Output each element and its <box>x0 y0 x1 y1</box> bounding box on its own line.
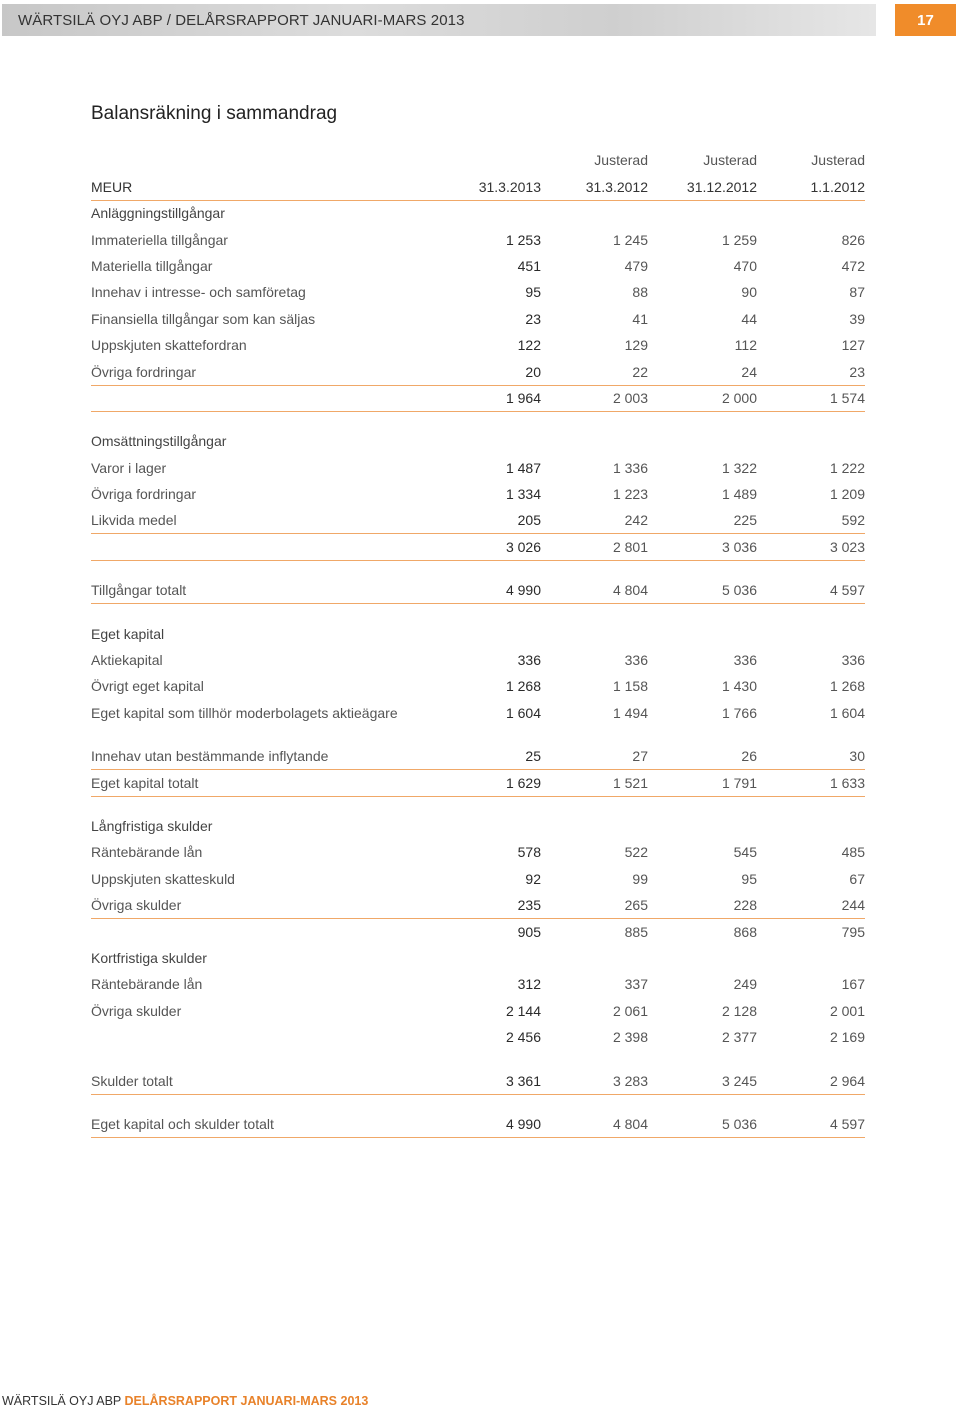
table-row <box>91 508 865 534</box>
row-value: 4 990 <box>505 582 541 599</box>
table-row <box>91 840 865 866</box>
page-footer <box>2 1394 368 1408</box>
row-value: 1 222 <box>829 459 865 476</box>
column-header-row <box>91 174 865 200</box>
row-value: 5 036 <box>721 1115 757 1132</box>
table-row <box>91 770 865 796</box>
table-row <box>91 674 865 700</box>
row-value: 592 <box>841 512 865 529</box>
row-value: 336 <box>841 652 865 669</box>
row-value: 795 <box>841 923 865 940</box>
row-spacer <box>91 412 865 429</box>
header-bar <box>2 4 876 36</box>
row-label: Övriga skulder <box>91 897 182 914</box>
row-label: Tillgångar totalt <box>91 582 187 599</box>
row-value: 1 334 <box>505 486 541 503</box>
row-value: 4 990 <box>505 1115 541 1132</box>
row-label: Skulder totalt <box>91 1072 173 1089</box>
row-value: 88 <box>632 284 648 301</box>
row-value: 41 <box>632 310 648 327</box>
row-value: 1 259 <box>721 231 757 248</box>
row-spacer <box>91 727 865 744</box>
row-value: 2 169 <box>829 1029 865 1046</box>
row-value: 242 <box>624 512 648 529</box>
row-value: 1 489 <box>721 486 757 503</box>
row-value: 312 <box>517 976 541 993</box>
row-value: 1 209 <box>829 486 865 503</box>
row-value: 1 245 <box>612 231 648 248</box>
row-label: Innehav i intresse- och samföretag <box>91 284 306 301</box>
table-row <box>91 972 865 998</box>
row-value: 1 322 <box>721 459 757 476</box>
footer-company: WÄRTSILÄ OYJ ABP <box>2 1394 122 1408</box>
row-label: Materiella tillgångar <box>91 257 213 274</box>
table-row <box>91 866 865 892</box>
row-value: 265 <box>624 897 648 914</box>
pre-header-cell: Justerad <box>594 152 648 169</box>
row-label: Räntebärande lån <box>91 844 203 861</box>
table-row <box>91 333 865 359</box>
row-value: 1 766 <box>721 704 757 721</box>
row-label: Likvida medel <box>91 512 177 529</box>
column-pre-header-row <box>91 148 865 174</box>
row-label: Innehav utan bestämmande inflytande <box>91 748 329 765</box>
row-value: 2 000 <box>721 389 757 406</box>
row-value: 1 223 <box>612 486 648 503</box>
table-row <box>91 700 865 726</box>
column-header-date: 31.3.2012 <box>585 178 648 195</box>
row-value: 1 268 <box>505 678 541 695</box>
row-value: 472 <box>841 257 865 274</box>
row-label: Övriga skulder <box>91 1002 182 1019</box>
row-value: 2 003 <box>612 389 648 406</box>
subtotal-row <box>91 386 865 412</box>
row-value: 2 398 <box>612 1029 648 1046</box>
row-value: 2 377 <box>721 1029 757 1046</box>
subtotal-row <box>91 1025 865 1051</box>
row-value: 826 <box>841 231 865 248</box>
row-value: 3 036 <box>721 538 757 555</box>
row-label: Eget kapital totalt <box>91 774 199 791</box>
row-label: Omsättningstillgångar <box>91 433 227 450</box>
table-row <box>91 946 865 972</box>
row-value: 3 283 <box>612 1072 648 1089</box>
row-value: 44 <box>741 310 757 327</box>
row-label: Immateriella tillgångar <box>91 231 228 248</box>
table-row <box>91 998 865 1024</box>
row-value: 1 633 <box>829 774 865 791</box>
column-header-date: 1.1.2012 <box>810 178 865 195</box>
row-value: 5 036 <box>721 582 757 599</box>
row-spacer <box>91 604 865 621</box>
row-label: Uppskjuten skattefordran <box>91 337 247 354</box>
table-row <box>91 893 865 919</box>
row-label: Övriga fordringar <box>91 363 197 380</box>
row-label: Övrigt eget kapital <box>91 678 204 695</box>
row-value: 2 456 <box>505 1029 541 1046</box>
row-value: 2 801 <box>612 538 648 555</box>
table-row <box>91 1112 865 1138</box>
row-value: 1 791 <box>721 774 757 791</box>
row-label: Eget kapital och skulder totalt <box>91 1115 274 1132</box>
table-row <box>91 814 865 840</box>
table-row <box>91 621 865 647</box>
row-value: 3 245 <box>721 1072 757 1089</box>
table-row <box>91 306 865 332</box>
row-value: 87 <box>849 284 865 301</box>
row-value: 1 574 <box>829 389 865 406</box>
row-value: 470 <box>733 257 757 274</box>
pre-header-cell: Justerad <box>811 152 865 169</box>
row-value: 868 <box>733 923 757 940</box>
row-value: 95 <box>741 870 757 887</box>
row-value: 235 <box>517 897 541 914</box>
row-value: 67 <box>849 870 865 887</box>
row-value: 4 804 <box>612 582 648 599</box>
row-spacer <box>91 797 865 814</box>
row-value: 22 <box>632 363 648 380</box>
row-value: 3 026 <box>505 538 541 555</box>
header-title: WÄRTSILÄ OYJ ABP / DELÅRSRAPPORT JANUARI-MARS 2013 <box>18 11 465 29</box>
row-value: 27 <box>632 748 648 765</box>
row-label: Varor i lager <box>91 459 167 476</box>
row-value: 25 <box>525 748 541 765</box>
row-value: 4 597 <box>829 1115 865 1132</box>
table-row <box>91 744 865 770</box>
row-value: 39 <box>849 310 865 327</box>
row-value: 2 001 <box>829 1002 865 1019</box>
row-value: 485 <box>841 844 865 861</box>
table-row <box>91 201 865 227</box>
row-value: 99 <box>632 870 648 887</box>
row-value: 95 <box>525 284 541 301</box>
row-value: 127 <box>841 337 865 354</box>
row-value: 1 430 <box>721 678 757 695</box>
row-value: 905 <box>517 923 541 940</box>
row-value: 1 268 <box>829 678 865 695</box>
row-value: 337 <box>624 976 648 993</box>
row-value: 451 <box>517 257 541 274</box>
row-value: 3 023 <box>829 538 865 555</box>
table-row <box>91 1068 865 1094</box>
row-value: 1 494 <box>612 704 648 721</box>
row-value: 1 604 <box>505 704 541 721</box>
row-value: 336 <box>517 652 541 669</box>
row-value: 336 <box>624 652 648 669</box>
footer-report-title: DELÅRSRAPPORT JANUARI-MARS 2013 <box>124 1394 369 1408</box>
table-row <box>91 280 865 306</box>
row-value: 2 144 <box>505 1002 541 1019</box>
balance-sheet-table <box>91 148 865 1138</box>
page-number: 17 <box>895 4 956 36</box>
row-value: 30 <box>849 748 865 765</box>
table-row <box>91 455 865 481</box>
row-value: 23 <box>849 363 865 380</box>
row-value: 26 <box>741 748 757 765</box>
row-value: 1 336 <box>612 459 648 476</box>
row-value: 1 158 <box>612 678 648 695</box>
row-value: 578 <box>517 844 541 861</box>
row-value: 244 <box>841 897 865 914</box>
column-header-date: 31.12.2012 <box>686 178 757 195</box>
row-value: 522 <box>624 844 648 861</box>
table-row <box>91 359 865 385</box>
row-value: 336 <box>733 652 757 669</box>
row-label: Övriga fordringar <box>91 486 197 503</box>
row-value: 479 <box>624 257 648 274</box>
table-row <box>91 254 865 280</box>
column-header-unit: MEUR <box>91 178 133 195</box>
row-label: Anläggningstillgångar <box>91 205 225 222</box>
subtotal-row <box>91 919 865 945</box>
row-value: 1 521 <box>612 774 648 791</box>
row-label: Räntebärande lån <box>91 976 203 993</box>
row-spacer <box>91 561 865 578</box>
row-label: Finansiella tillgångar som kan säljas <box>91 310 316 327</box>
table-row <box>91 578 865 604</box>
row-spacer <box>91 1051 865 1068</box>
row-label: Eget kapital som tillhör moderbolagets aktieägare <box>91 704 398 721</box>
table-row <box>91 429 865 455</box>
table-row <box>91 227 865 253</box>
row-value: 1 487 <box>505 459 541 476</box>
row-label: Kortfristiga skulder <box>91 949 207 966</box>
row-value: 20 <box>525 363 541 380</box>
row-value: 545 <box>733 844 757 861</box>
row-value: 2 128 <box>721 1002 757 1019</box>
row-value: 92 <box>525 870 541 887</box>
row-value: 24 <box>741 363 757 380</box>
row-value: 129 <box>624 337 648 354</box>
column-header-date: 31.3.2013 <box>478 178 541 195</box>
row-value: 112 <box>734 337 757 354</box>
row-value: 205 <box>517 512 541 529</box>
row-value: 167 <box>841 976 865 993</box>
row-label: Långfristiga skulder <box>91 817 213 834</box>
section-title: Balansräkning i sammandrag <box>91 103 338 124</box>
row-value: 2 964 <box>829 1072 865 1089</box>
pre-header-cell: Justerad <box>703 152 757 169</box>
row-value: 1 964 <box>505 389 541 406</box>
row-value: 885 <box>624 923 648 940</box>
table-row <box>91 482 865 508</box>
row-value: 4 804 <box>612 1115 648 1132</box>
row-value: 228 <box>733 897 757 914</box>
row-value: 3 361 <box>505 1072 541 1089</box>
row-value: 249 <box>733 976 757 993</box>
row-value: 1 604 <box>829 704 865 721</box>
subtotal-row <box>91 534 865 560</box>
row-value: 4 597 <box>829 582 865 599</box>
row-value: 122 <box>517 337 541 354</box>
row-value: 1 253 <box>505 231 541 248</box>
row-value: 2 061 <box>612 1002 648 1019</box>
row-label: Uppskjuten skatteskuld <box>91 870 235 887</box>
row-label: Aktiekapital <box>91 652 163 669</box>
row-spacer <box>91 1095 865 1112</box>
row-value: 1 629 <box>505 774 541 791</box>
row-value: 225 <box>733 512 757 529</box>
row-value: 90 <box>741 284 757 301</box>
row-label: Eget kapital <box>91 625 165 642</box>
table-row <box>91 648 865 674</box>
row-value: 23 <box>525 310 541 327</box>
